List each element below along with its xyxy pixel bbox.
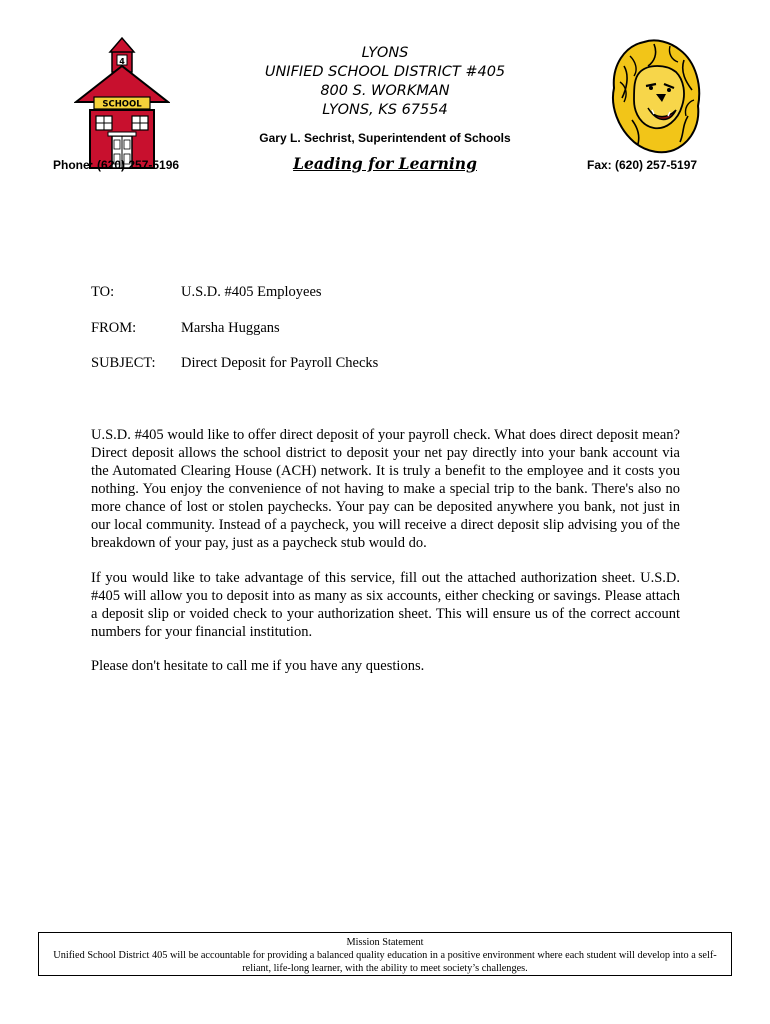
district-address-block	[200, 44, 570, 120]
superintendent-line: Gary L. Sechrist, Superintendent of Schools	[259, 131, 511, 145]
schoolhouse-logo	[74, 36, 170, 170]
subject-value: Direct Deposit for Payroll Checks	[181, 355, 379, 371]
district-city-state-zip: LYONS, KS 67554	[322, 102, 448, 118]
body-paragraph-1: U.S.D. #405 would like to offer direct deposit of your payroll check. What does direct deposit mean? Direct deposit allows the school district to deposit your net pay directly into your bank account via the Automated Clearing House (ACH) network. It is truly a benefit to the employee and it costs you nothing. You enjoy the convenience of not having to make a special trip to the bank. There's also no more chance of lost or stolen paychecks. Your pay can be deposited anywhere you bank, not just in our local community. Instead of a paycheck, you will receive a direct deposit slip advising you of the breakdown of your pay, just as a paycheck stub would do.	[91, 427, 680, 551]
subject-label: SUBJECT:	[91, 355, 156, 371]
to-label: TO:	[91, 284, 115, 300]
mission-statement-text: Unified School District 405 will be accountable for providing a balanced quality education in a positive environment where each student will develop into a self-reliant, life-long learner, with the ability to meet society’s challenges.	[53, 950, 717, 974]
from-value: Marsha Huggans	[181, 320, 280, 336]
district-street: 800 S. WORKMAN	[320, 83, 450, 99]
svg-text:4: 4	[119, 57, 125, 66]
body-paragraph-2: If you would like to take advantage of this service, fill out the attached authorization sheet. U.S.D. #405 will allow you to deposit into as many as six accounts, either checking or savings. Please attach a deposit slip or voided check to your authorization sheet. This will ensure us of the correct account numbers for your financial institution.	[91, 570, 680, 640]
district-name: UNIFIED SCHOOL DISTRICT #405	[264, 64, 506, 80]
phone-number: Phone: (620) 257-5196	[53, 158, 180, 172]
district-motto: Leading for Learning	[293, 154, 477, 173]
mission-statement-title: Mission Statement	[346, 937, 424, 948]
mission-statement-box	[38, 932, 732, 976]
fax-number: Fax: (620) 257-5197	[587, 158, 698, 172]
district-city: LYONS	[361, 45, 409, 61]
lion-mascot-logo	[604, 36, 704, 158]
from-label: FROM:	[91, 320, 137, 336]
to-value: U.S.D. #405 Employees	[181, 284, 322, 300]
body-paragraph-3: Please don't hesitate to call me if you have any questions.	[91, 658, 425, 674]
school-sign-text: SCHOOL	[102, 99, 142, 110]
